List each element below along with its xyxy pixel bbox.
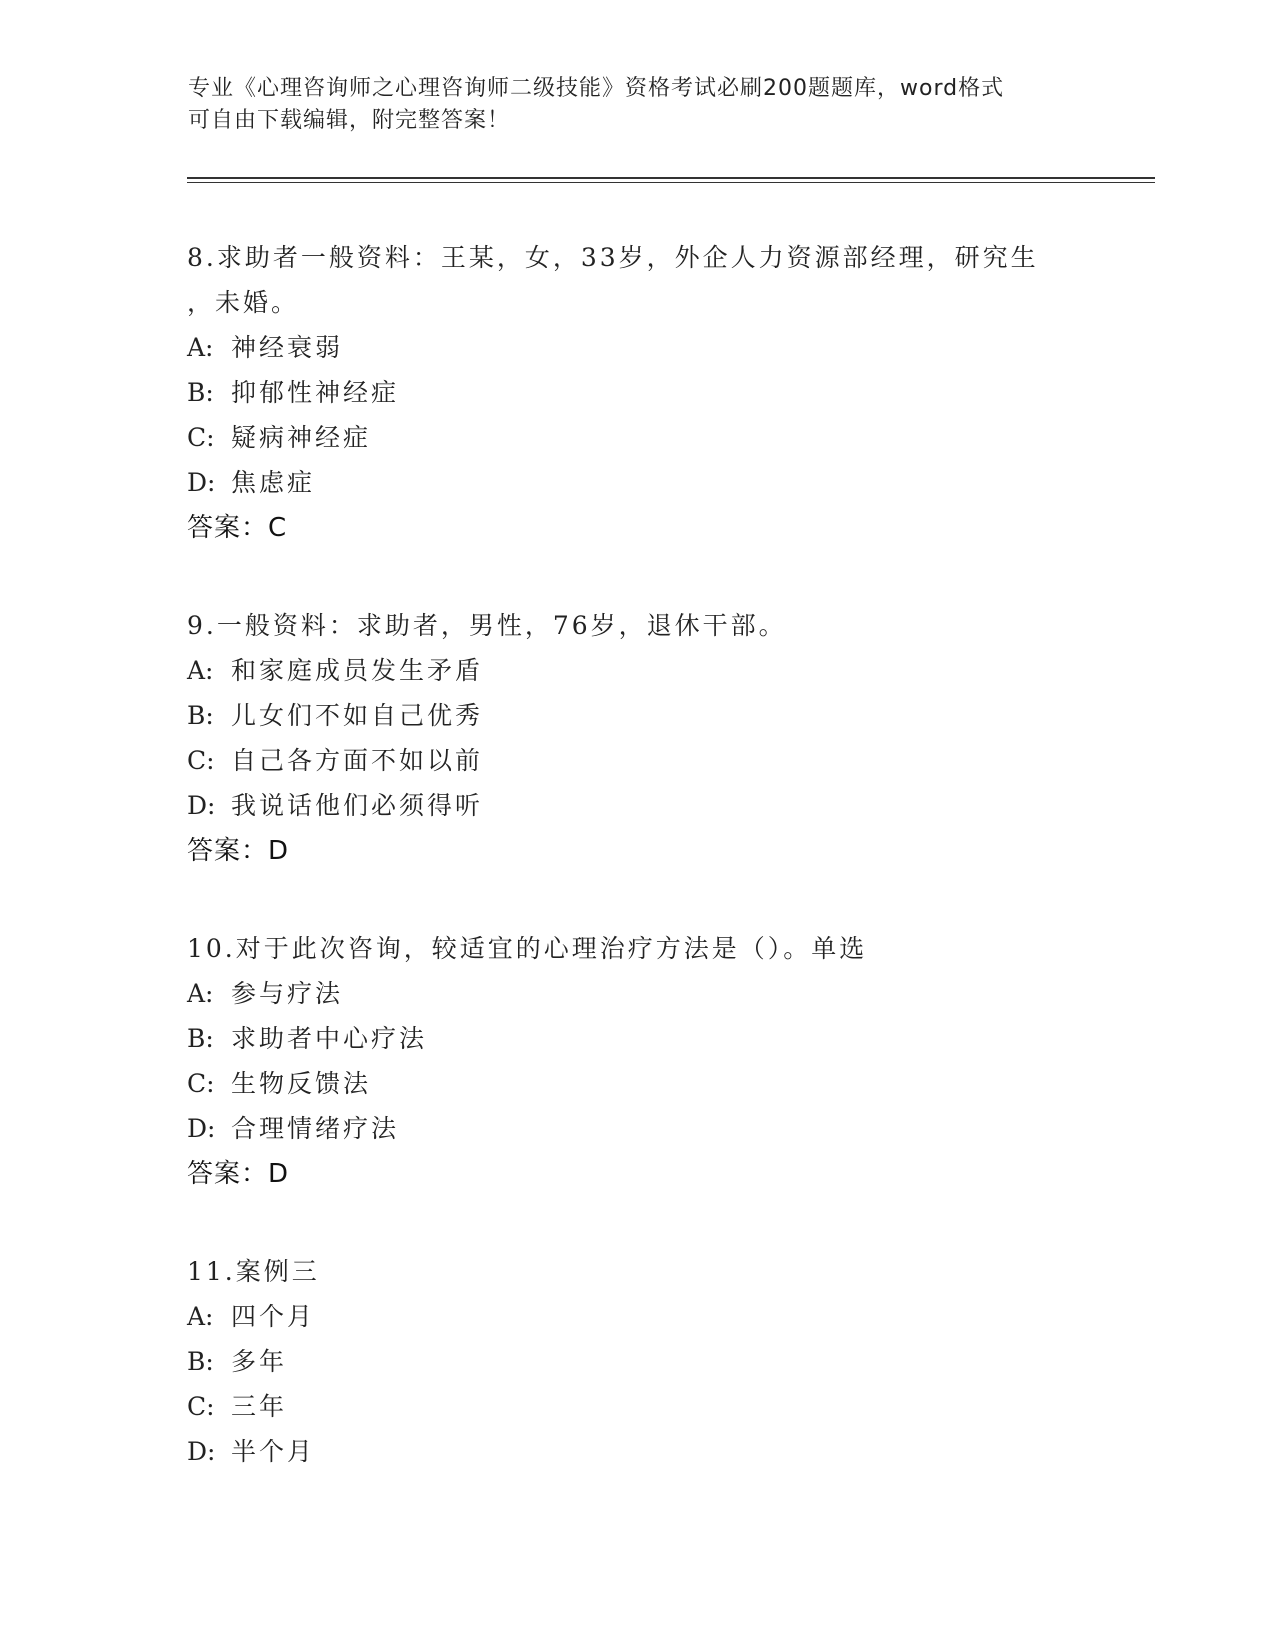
option-a — [187, 325, 1087, 370]
header-divider-thick — [187, 177, 1155, 179]
option-b — [187, 693, 1087, 738]
option-key: D: — [187, 791, 216, 820]
answer-line: 答案：C — [187, 513, 288, 543]
option-d — [187, 460, 1087, 505]
option-b — [187, 1339, 1087, 1384]
option-key: D: — [187, 1437, 216, 1466]
option-key: A: — [187, 979, 214, 1008]
option-a — [187, 971, 1087, 1016]
option-text: 合理情绪疗法 — [231, 1114, 400, 1143]
option-text: 半个月 — [231, 1437, 316, 1466]
option-text: 四个月 — [231, 1302, 316, 1331]
option-text: 多年 — [231, 1347, 288, 1376]
question-8 — [187, 235, 1087, 552]
option-key: C: — [187, 746, 215, 775]
answer-line: 答案：D — [187, 1159, 290, 1189]
question-10 — [187, 926, 1087, 1198]
option-c — [187, 1061, 1087, 1106]
option-text: 疑病神经症 — [231, 423, 372, 452]
option-key: D: — [187, 1114, 216, 1143]
option-text: 抑郁性神经症 — [231, 378, 400, 407]
option-key: C: — [187, 1069, 215, 1098]
question-stem: 11.案例三 — [187, 1257, 320, 1286]
option-key: D: — [187, 468, 216, 497]
option-key: C: — [187, 423, 215, 452]
option-key: B: — [187, 1347, 214, 1376]
header-line-2: 可自由下载编辑，附完整答案！ — [188, 108, 511, 133]
option-a — [187, 648, 1087, 693]
option-text: 神经衰弱 — [231, 333, 344, 362]
question-list — [187, 235, 1087, 1525]
question-stem: 8.求助者一般资料：王某，女，33岁，外企人力资源部经理，研究生 — [187, 243, 1039, 272]
header-divider-thin — [187, 182, 1155, 183]
option-d — [187, 1429, 1087, 1474]
option-key: A: — [187, 1302, 214, 1331]
option-text: 儿女们不如自己优秀 — [231, 701, 484, 730]
option-a — [187, 1294, 1087, 1339]
option-text: 自己各方面不如以前 — [231, 746, 484, 775]
option-text: 和家庭成员发生矛盾 — [231, 656, 484, 685]
option-d — [187, 1106, 1087, 1151]
question-11 — [187, 1249, 1087, 1474]
option-c — [187, 1384, 1087, 1429]
question-stem: 9.一般资料：求助者，男性，76岁，退休干部。 — [187, 611, 787, 640]
option-key: B: — [187, 1024, 214, 1053]
option-key: A: — [187, 333, 214, 362]
question-stem: 10.对于此次咨询，较适宜的心理治疗方法是（）。单选 — [187, 934, 868, 963]
option-d — [187, 783, 1087, 828]
option-text: 求助者中心疗法 — [231, 1024, 428, 1053]
option-key: C: — [187, 1392, 215, 1421]
option-c — [187, 415, 1087, 460]
question-9 — [187, 603, 1087, 875]
header-line-1: 专业《心理咨询师之心理咨询师二级技能》资格考试必刷200题题库，word格式 — [188, 76, 1005, 101]
option-b — [187, 1016, 1087, 1061]
answer-line: 答案：D — [187, 836, 290, 866]
option-key: A: — [187, 656, 214, 685]
option-text: 三年 — [231, 1392, 288, 1421]
option-text: 生物反馈法 — [231, 1069, 372, 1098]
option-text: 参与疗法 — [231, 979, 344, 1008]
option-text: 我说话他们必须得听 — [231, 791, 484, 820]
option-key: B: — [187, 701, 214, 730]
option-c — [187, 738, 1087, 783]
option-key: B: — [187, 378, 214, 407]
document-header — [188, 73, 1088, 137]
option-text: 焦虑症 — [231, 468, 316, 497]
option-b — [187, 370, 1087, 415]
question-stem-continuation: ，未婚。 — [187, 288, 300, 317]
